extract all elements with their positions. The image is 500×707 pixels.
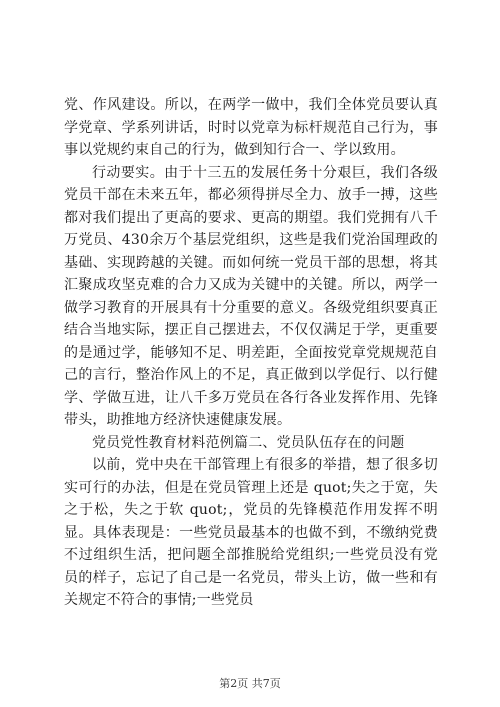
paragraph-1: 党、作风建设。所以，在两学一做中，我们全体党员要认真学党章、学系列讲话，时时以党章为标杆规范自己行为，事事以党规约束自己的行为，做到知行合一、学以致用。: [64, 97, 438, 158]
section-heading: 党员党性教育材料范例篇二、党员队伍存在的问题: [92, 434, 405, 451]
page-footer: 第2页 共7页: [219, 677, 281, 690]
paragraph-3: 以前，党中央在干部管理上有很多的举措，想了很多切实可行的办法，但是在党员管理上还是 quot;失之于宽，失之于松，失之于软 quot;，党员的先锋模范作用发挥不明显。具体表现是：一些党员最基本的也做不到，不缴纳党费不过组织生活，把问题全部推脱给党组织;一些党员没有党员的样子，忘记了自己是一名党员，带头上访，做一些和有关规定不符合的事情;一些党员: [64, 457, 438, 608]
document-body: [64, 94, 438, 612]
paragraph-2: 行动要实。由于十三五的发展任务十分艰巨，我们各级党员干部在未来五年，都必须得拼尽全力、放手一搏，这些都对我们提出了更高的要求、更高的期望。我们党拥有八千万党员、430余万个基层党组织，这些是我们党治国理政的基础、实现跨越的关键。而如何统一党员干部的思想，将其汇聚成攻坚克难的合力又成为关键中的关键。所以，两学一做学习教育的开展具有十分重要的意义。各级党组织要真正结合当地实际，摆正自己摆进去，不仅仅满足于学，更重要的是通过学，能够知不足、明差距，全面按党章党规规范自己的言行，整治作风上的不足，真正做到以学促行、以行健学、学做互进，让八千多万党员在各行各业发挥作用、先锋带头，助推地方经济快速健康发展。: [64, 164, 438, 428]
